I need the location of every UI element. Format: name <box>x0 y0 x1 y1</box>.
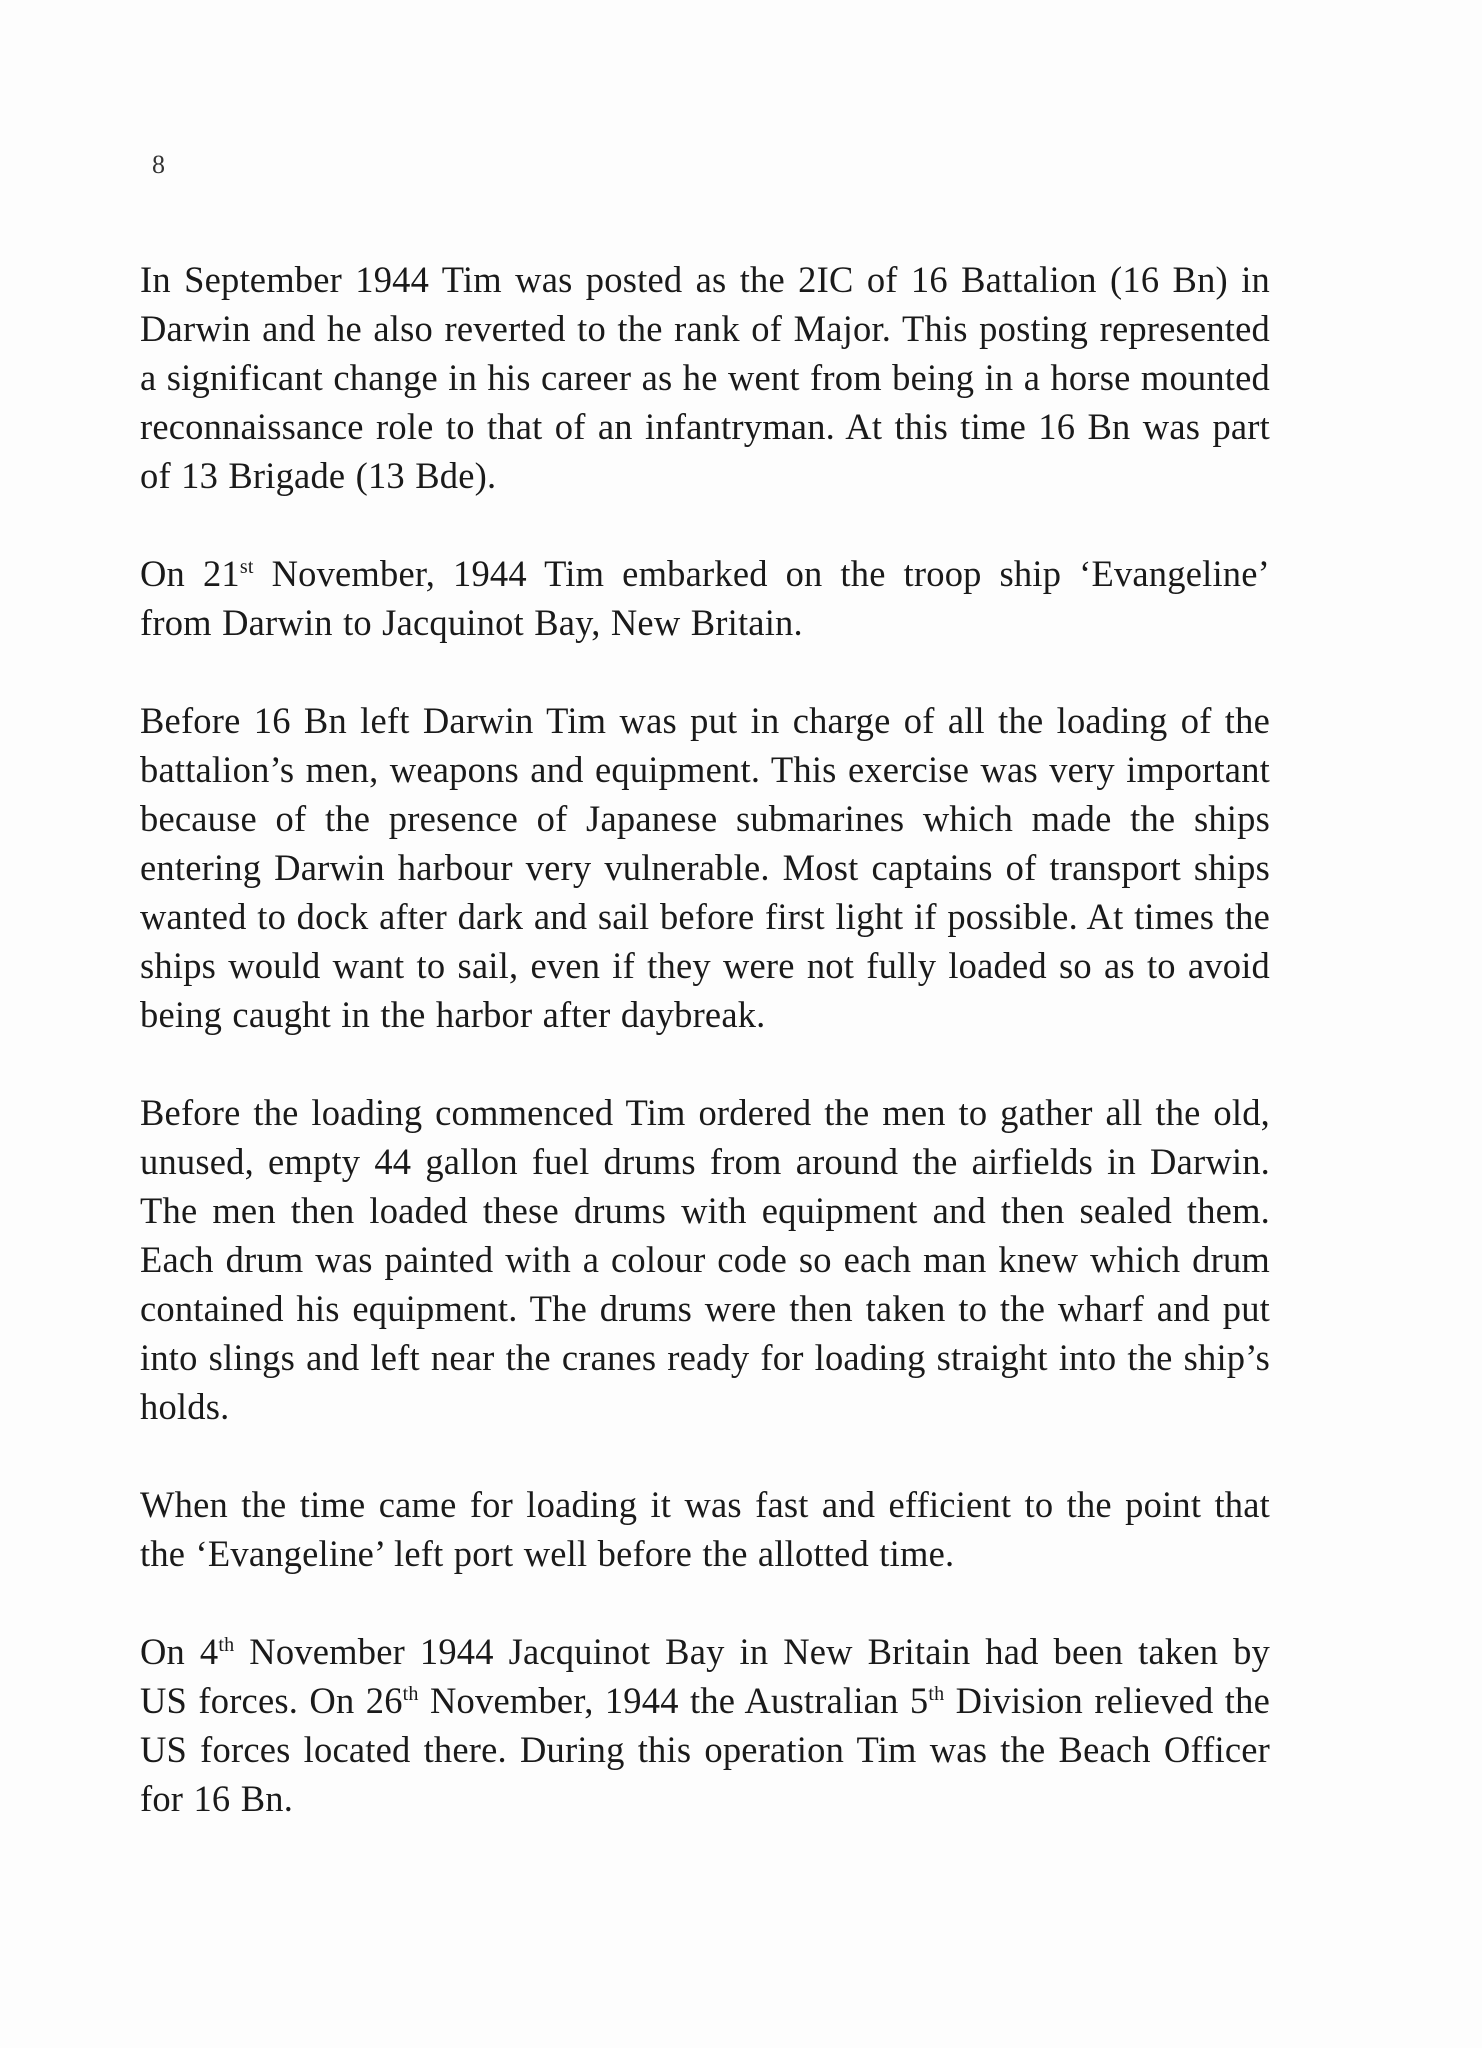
paragraph-departure <box>140 1480 1270 1578</box>
ordinal-suffix: th <box>402 1682 419 1705</box>
body-text <box>140 255 1270 1872</box>
paragraph-embarkation <box>140 549 1270 647</box>
ordinal-suffix: st <box>239 555 254 578</box>
ordinal-suffix: th <box>218 1633 235 1656</box>
text-segment: On 21 <box>140 553 240 594</box>
text-segment: When the time came for loading it was fast and efficient to the point that the ‘Evangeline’ left port well before the allotted time. <box>140 1484 1270 1574</box>
page-number: 8 <box>152 150 165 179</box>
paragraph-jacquinot-bay <box>140 1627 1270 1823</box>
text-segment: Division relieved the US forces located there. During this operation Tim was the Beach Officer for 16 Bn. <box>140 1680 1271 1819</box>
text-segment: In September 1944 Tim was posted as the 2IC of 16 Battalion (16 Bn) in Darwin and he also reverted to the rank of Major. This posting represented a significant change in his career as he went from being in a horse mounted reconnaissance role to that of an infantryman. At this time 16 Bn was part of 13 Brigade (13 Bde). <box>140 259 1270 496</box>
text-segment: Before the loading commenced Tim ordered the men to gather all the old, unused, empty 44 gallon fuel drums from around the airfields in Darwin. The men then loaded these drums with equipment and then sealed them. Each drum was painted with a colour code so each man knew which drum contained his equipment. The drums were then taken to the wharf and put into slings and left near the cranes ready for loading straight into the ship’s holds. <box>140 1092 1270 1427</box>
text-segment: November 1944 Jacquinot Bay in New Britain had been taken by US forces. On 26 <box>140 1631 1270 1721</box>
paragraph-fuel-drums <box>140 1088 1270 1431</box>
text-segment: On 4 <box>140 1631 219 1672</box>
text-segment: November, 1944 the Australian 5 <box>418 1680 929 1721</box>
text-segment: Before 16 Bn left Darwin Tim was put in charge of all the loading of the battalion’s men, weapons and equipment. This exercise was very important because of the presence of Japanese submarines which made the ships entering Darwin harbour very vulnerable. Most captains of transport ships wanted to dock after dark and sail before first light if possible. At times the ships would want to sail, even if they were not fully loaded so as to avoid being caught in the harbor after daybreak. <box>140 700 1270 1035</box>
ordinal-suffix: th <box>928 1682 945 1705</box>
paragraph-loading-duty <box>140 696 1270 1039</box>
paragraph-posting <box>140 255 1270 500</box>
text-segment: November, 1944 Tim embarked on the troop ship ‘Evangeline’ from Darwin to Jacquinot Bay, New Britain. <box>140 553 1270 643</box>
